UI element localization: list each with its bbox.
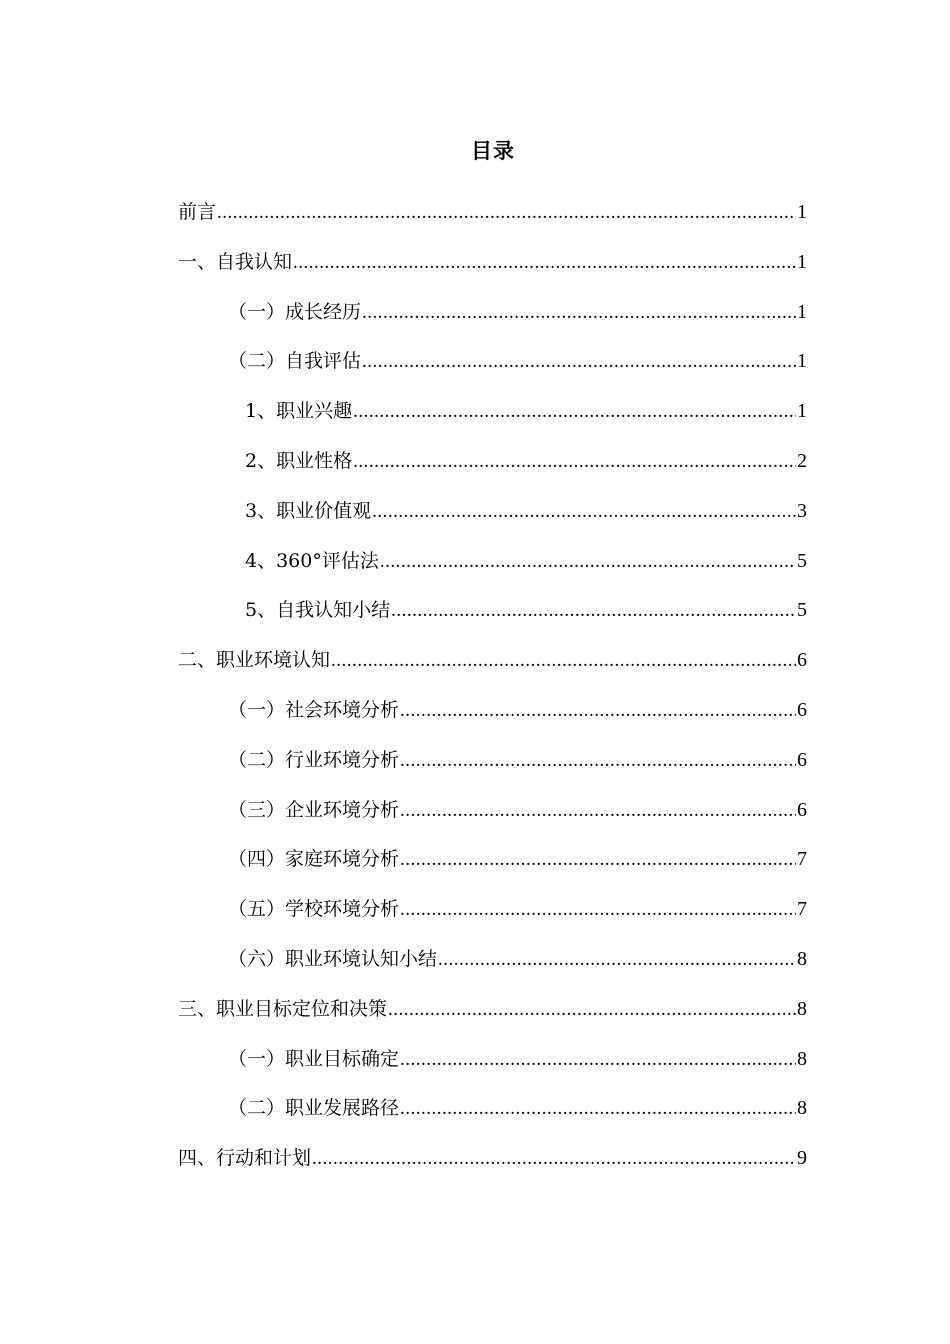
toc-entry-label: （一）成长经历 <box>228 300 362 323</box>
toc-entry-label: （二）职业发展路径 <box>228 1097 400 1120</box>
toc-dot-leader <box>293 248 796 278</box>
toc-entry-page: 1 <box>797 201 807 223</box>
toc-entry[interactable] <box>178 446 807 496</box>
toc-dot-leader <box>400 696 796 726</box>
toc-entry[interactable] <box>178 1093 807 1143</box>
toc-entry-page: 8 <box>797 1097 807 1120</box>
toc-title: 目录 <box>471 138 515 163</box>
toc-entry-page: 5 <box>797 549 807 572</box>
toc-dot-leader <box>362 298 796 328</box>
toc-entry[interactable] <box>178 645 807 695</box>
toc-entry-label: 3、职业价值观 <box>245 499 372 522</box>
toc-entry-label: （一）社会环境分析 <box>228 698 400 721</box>
toc-entry[interactable] <box>178 795 807 845</box>
toc-dot-leader <box>438 945 796 975</box>
toc-entry[interactable] <box>178 1044 807 1094</box>
toc-entry-label: 2、职业性格 <box>245 449 353 472</box>
toc-dot-leader <box>400 1094 796 1124</box>
toc-list <box>178 197 807 1193</box>
toc-entry[interactable] <box>178 197 807 247</box>
toc-entry-page: 1 <box>797 300 807 323</box>
toc-entry-label: （五）学校环境分析 <box>228 898 400 921</box>
toc-dot-leader <box>372 497 796 527</box>
toc-dot-leader <box>400 746 796 776</box>
toc-dot-leader <box>331 646 796 676</box>
toc-entry-label: （一）职业目标确定 <box>228 1047 400 1070</box>
toc-dot-leader <box>312 1144 796 1174</box>
toc-entry-page: 7 <box>797 848 807 871</box>
toc-entry-page: 1 <box>797 250 807 273</box>
toc-dot-leader <box>400 1045 796 1075</box>
toc-entry-page: 9 <box>797 1147 807 1170</box>
toc-dot-leader <box>380 547 796 577</box>
toc-entry[interactable] <box>178 894 807 944</box>
toc-entry-label: （二）行业环境分析 <box>228 748 400 771</box>
toc-entry[interactable] <box>178 247 807 297</box>
toc-entry[interactable] <box>178 745 807 795</box>
toc-entry-page: 8 <box>797 947 807 970</box>
toc-entry[interactable] <box>178 1143 807 1193</box>
toc-entry-label: （二）自我评估 <box>228 350 362 373</box>
toc-entry[interactable] <box>178 994 807 1044</box>
toc-entry-page: 6 <box>797 698 807 721</box>
toc-entry-page: 3 <box>797 499 807 522</box>
toc-entry-page: 8 <box>797 997 807 1020</box>
toc-entry-page: 5 <box>797 599 807 622</box>
toc-entry-label: （四）家庭环境分析 <box>228 848 400 871</box>
toc-entry[interactable] <box>178 546 807 596</box>
toc-entry[interactable] <box>178 346 807 396</box>
toc-dot-leader <box>391 596 796 626</box>
toc-entry-label: 1、职业兴趣 <box>245 400 353 423</box>
toc-dot-leader <box>388 995 796 1025</box>
toc-dot-leader <box>217 198 796 228</box>
toc-entry-page: 1 <box>797 400 807 423</box>
toc-entry-label: 5、自我认知小结 <box>245 599 391 622</box>
toc-entry-label: （三）企业环境分析 <box>228 798 400 821</box>
toc-entry-page: 2 <box>797 449 807 472</box>
toc-entry-label: （六）职业环境认知小结 <box>228 947 438 970</box>
toc-dot-leader <box>400 796 796 826</box>
toc-entry-label: 三、职业目标定位和决策 <box>178 997 388 1020</box>
toc-entry[interactable] <box>178 595 807 645</box>
toc-dot-leader <box>353 447 796 477</box>
toc-entry-page: 7 <box>797 898 807 921</box>
toc-entry-label: 前言 <box>178 201 217 223</box>
toc-dot-leader <box>400 845 796 875</box>
toc-entry-label: 二、职业环境认知 <box>178 649 331 672</box>
toc-dot-leader <box>353 397 796 427</box>
toc-entry[interactable] <box>178 944 807 994</box>
toc-entry-page: 1 <box>797 350 807 373</box>
toc-entry[interactable] <box>178 695 807 745</box>
toc-entry-label: 4、360°评估法 <box>245 549 379 572</box>
toc-entry-label: 四、行动和计划 <box>178 1147 312 1170</box>
toc-entry[interactable] <box>178 396 807 446</box>
toc-dot-leader <box>362 347 796 377</box>
toc-entry-page: 6 <box>797 798 807 821</box>
toc-entry-page: 6 <box>797 649 807 672</box>
toc-entry[interactable] <box>178 496 807 546</box>
toc-dot-leader <box>400 895 796 925</box>
toc-entry-label: 一、自我认知 <box>178 250 293 273</box>
toc-entry-page: 6 <box>797 748 807 771</box>
toc-entry[interactable] <box>178 297 807 347</box>
toc-entry-page: 8 <box>797 1047 807 1070</box>
toc-entry[interactable] <box>178 844 807 894</box>
